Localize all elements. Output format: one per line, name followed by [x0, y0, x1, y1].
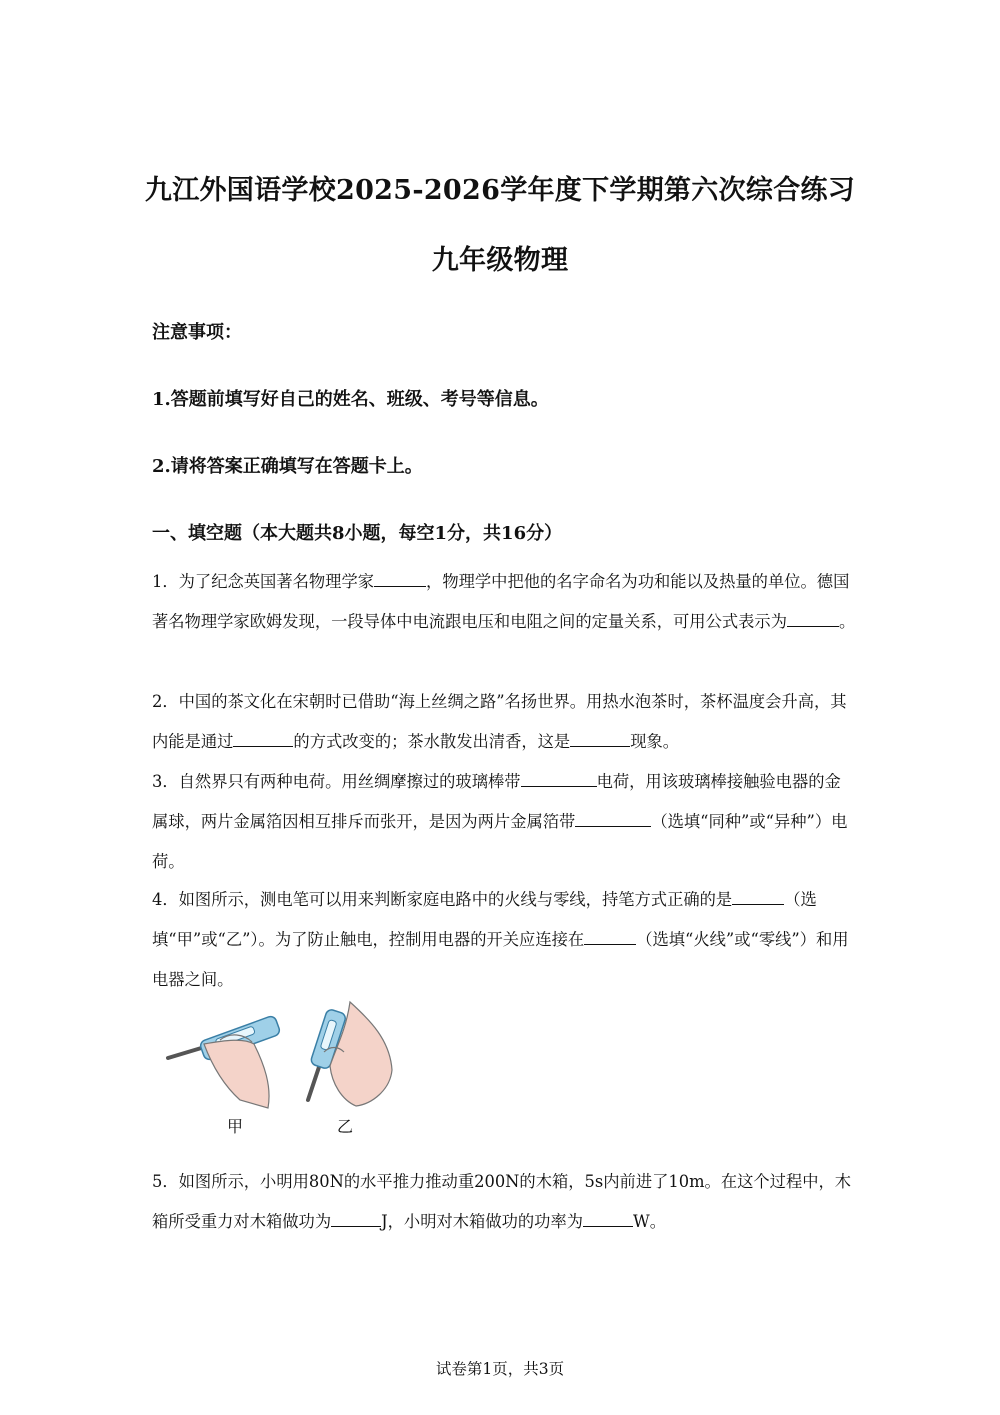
note-item-1: 1.答题前填写好自己的姓名、班级、考号等信息。	[152, 389, 549, 410]
notes-heading: 注意事项：	[152, 322, 242, 343]
answer-blank	[521, 770, 597, 787]
question-1: 1．为了纪念英国著名物理学家 ，物理学中把他的名字命名为功和能以及热量的单位。德国著名物理学家欧姆发现，一段导体中电流跟电压和电阻之间的定量关系，可用公式表示为 。	[152, 572, 856, 631]
question-4: 4．如图所示，测电笔可以用来判断家庭电路中的火线与零线，持笔方式正确的是 （选填“甲”或“乙”）。为了防止触电，控制用电器的开关应连接在 （选填“火线”或“零线”）和用电器之间。	[152, 890, 849, 989]
question-3: 3．自然界只有两种电荷。用丝绸摩擦过的玻璃棒带 电荷，用该玻璃棒接触验电器的金属球，两片金属箔因相互排斥而张开，是因为两片金属箔带 （选填“同种”或“异种”）电荷。	[152, 772, 848, 871]
answer-blank	[374, 570, 426, 587]
test-pen-jia-illustration	[168, 1015, 281, 1108]
question-5: 5．如图所示，小明用80N的水平推力推动重200N的木箱，5s内前进了10m。在这个过程中，木箱所受重力对木箱做功为 J，小明对木箱做功的功率为 W。	[152, 1172, 852, 1231]
question-2: 2．中国的茶文化在宋朝时已借助“海上丝绸之路”名扬世界。用热水泡茶时，茶杯温度会升高，其内能是通过 的方式改变的；茶水散发出清香，这是 现象。	[152, 692, 847, 751]
note-item-2: 2.请将答案正确填写在答题卡上。	[152, 456, 423, 477]
answer-blank	[331, 1210, 381, 1227]
answer-blank	[570, 730, 630, 747]
exam-title: 九江外国语学校2025-2026学年度下学期第六次综合练习	[144, 175, 856, 206]
test-pen-yi-illustration	[308, 1002, 392, 1106]
section-heading: 一、填空题（本大题共8小题，每空1分，共16分）	[152, 523, 563, 544]
answer-blank	[584, 928, 636, 945]
answer-blank	[787, 610, 839, 627]
page-footer: 试卷第1页，共3页	[435, 1360, 565, 1378]
test-pen-figure	[160, 1000, 400, 1112]
answer-blank	[583, 1210, 633, 1227]
answer-blank	[233, 730, 293, 747]
figure-label-yi: 乙	[337, 1117, 354, 1136]
figure-label-jia: 甲	[227, 1117, 244, 1136]
exam-subtitle: 九年级物理	[431, 245, 569, 276]
answer-blank	[575, 810, 651, 827]
answer-blank	[732, 888, 784, 905]
